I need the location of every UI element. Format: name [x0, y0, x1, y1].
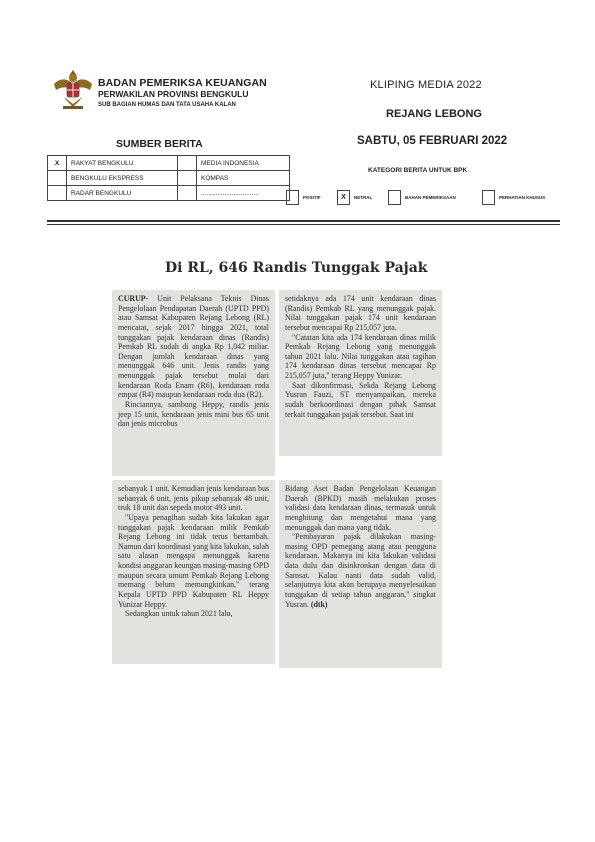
article-column-1-top	[112, 290, 275, 476]
source-row	[48, 186, 290, 201]
source-name: RAKYAT BENGKULU	[67, 156, 178, 171]
article-paragraph: sebanyak 1 unit. Kemudian jenis kendaraan bus sebanyak 6 unit, jenis pikup sebanyak 48 unit, truk 18 unit dan sepeda motor 493 unit.	[118, 484, 269, 513]
org-name: BADAN PEMERIKSA KEUANGAN	[98, 77, 267, 89]
article-paragraph: "Catatan kita ada 174 kendaraan dinas milik Pemkab Rejang Lebong yang menunggak tahun 2021 lalu. Nilai tunggakan atau tagihan 174 kendaraan dinas tersebut mencapai Rp 215,057 juta," terang Heppy Yunizar.	[285, 332, 436, 381]
category-label: NETRAL	[354, 195, 373, 200]
source-checkbox[interactable]	[48, 186, 67, 201]
source-row	[48, 171, 290, 186]
dateline: CURUP	[118, 294, 146, 303]
source-checkbox[interactable]	[178, 171, 197, 186]
article-paragraph: Bidang Aset Badan Pengelolaan Keuangan Daerah (BPKD) masih melakukan proses validasi data kendaraan dinas, termasuk untuk menghitung dan mengetahui mana yang menunggak dan mana yang tidak.	[285, 484, 436, 532]
kliping-title: KLIPING MEDIA 2022	[370, 79, 482, 91]
source-checkbox[interactable]	[178, 186, 197, 201]
article-paragraph: Saat dikonfirmasi, Sekda Rejang Lebong Yusran Fauzi, ST menyampaikan, mereka sudah berkoordinasi dengan pihak Samsat terkait tunggakan pajak tersebut. Saat ini	[285, 380, 436, 419]
article-paragraph: "Upaya penagihan sudah kita lakukan agar tunggakan pajak kendaraan milik Pemkab Rejang Lebong ini tidak terus bertambah. Namun dari koordinasi yang kita lakukan, salah satu alasan mengapa menunggak karena kondisi anggaran keungan masing-masing OPD maupun secara umum Pemkab Rejang Lebong memang belum memungkinkan," terang Kepala UPTD PPD Kabupaten RL Heppy Yunizar Heppy.	[118, 512, 269, 609]
article-column-1-bottom	[112, 480, 275, 664]
category-title: KATEGORI BERITA UNTUK BPK	[368, 167, 468, 174]
article-paragraph: CURUP- Unit Pelaksana Teknis Dinas Pengelolaan Pendapatan Daerah (UPTD PPD) atau Samsat Kabupaten Rejang Lebong (RL) mencatat, sejak 2017 hingga 2021, total tunggakan pajak kendaraan dinas (Randis) Pemkab RL sudah di angka Rp 1,042 miliar. Dengan jumlah kendaraan dinas yang menunggak 646 unit. Jenis randis yang menunggak pajak tersebut mulai dari kendaraan Roda Enam (R6), kendaraan roda empat (R4) maupun kendaraan roda dua (R2).	[118, 294, 269, 400]
article-column-2-top	[279, 290, 442, 456]
author-sign: (dtk)	[310, 599, 328, 609]
article-paragraph: Sedangkan untuk tahun 2021 lalu,	[125, 609, 233, 619]
category-netral[interactable]	[337, 190, 372, 205]
garuda-emblem-icon	[50, 66, 96, 112]
source-name: ................................	[197, 186, 290, 201]
sources-table	[47, 155, 290, 201]
region-title: REJANG LEBONG	[386, 108, 482, 120]
header-divider	[47, 220, 560, 222]
category-positif[interactable]	[286, 190, 321, 205]
source-checkbox[interactable]: X	[48, 156, 67, 171]
article-paragraph: "Pembayaran pajak dilakukan masing-masing OPD pemegang atang atau pengguna kendaraan. Makanya ini kita lakukan validasi data dulu dan disinkronkan dengan data di Samsat. Kalau nanti data sudah valid, selanjutnya kita akan berupaya menyelesaikan tunggakan di setiap tahun anggaran," singkat Yusran. (dtk)	[285, 532, 436, 609]
source-name: KOMPAS	[197, 171, 290, 186]
article-column-2-bottom	[279, 480, 442, 668]
category-label: BAHAN PEMERIKSAAN	[405, 195, 456, 200]
date-title: SABTU, 05 FEBRUARI 2022	[357, 135, 508, 147]
category-perhatian-khusus[interactable]	[482, 190, 545, 205]
category-label: PERHATIAN KHUSUS	[499, 195, 546, 200]
sources-title: SUMBER BERITA	[116, 138, 203, 150]
source-checkbox[interactable]	[178, 156, 197, 171]
source-name: RADAR BENGKULU	[67, 186, 178, 201]
article-headline: Di RL, 646 Randis Tunggak Pajak	[165, 260, 428, 276]
org-subdivision: SUB BAGIAN HUMAS DAN TATA USAHA KALAN	[98, 102, 236, 108]
article-paragraph: Rinciannya, sambung Heppy, randis jenis jeep 15 unit, kendaraan jenis mini bus 65 unit dan jenis microbus	[118, 400, 269, 429]
category-checkbox[interactable]	[286, 190, 299, 205]
source-checkbox[interactable]	[48, 171, 67, 186]
source-name: MEDIA INDONESIA	[197, 156, 290, 171]
org-division: PERWAKILAN PROVINSI BENGKULU	[98, 89, 249, 99]
category-label: POSITIF	[303, 195, 321, 200]
source-row	[48, 156, 290, 171]
category-bahan-pemeriksaan[interactable]	[388, 190, 456, 205]
category-checkbox[interactable]	[388, 190, 401, 205]
header-divider	[47, 224, 560, 225]
article-paragraph: setidaknya ada 174 unit kendaraan dinas (Randis) Pemkab RL yang menunggak pajak. Nilai tunggakan pajak 174 unit kendaraan tersebut mencapai Rp 215,057 juta.	[285, 294, 436, 332]
source-name: BENGKULU EKSPRESS	[67, 171, 178, 186]
category-checkbox[interactable]	[482, 190, 495, 205]
category-checkbox[interactable]: X	[337, 190, 350, 205]
